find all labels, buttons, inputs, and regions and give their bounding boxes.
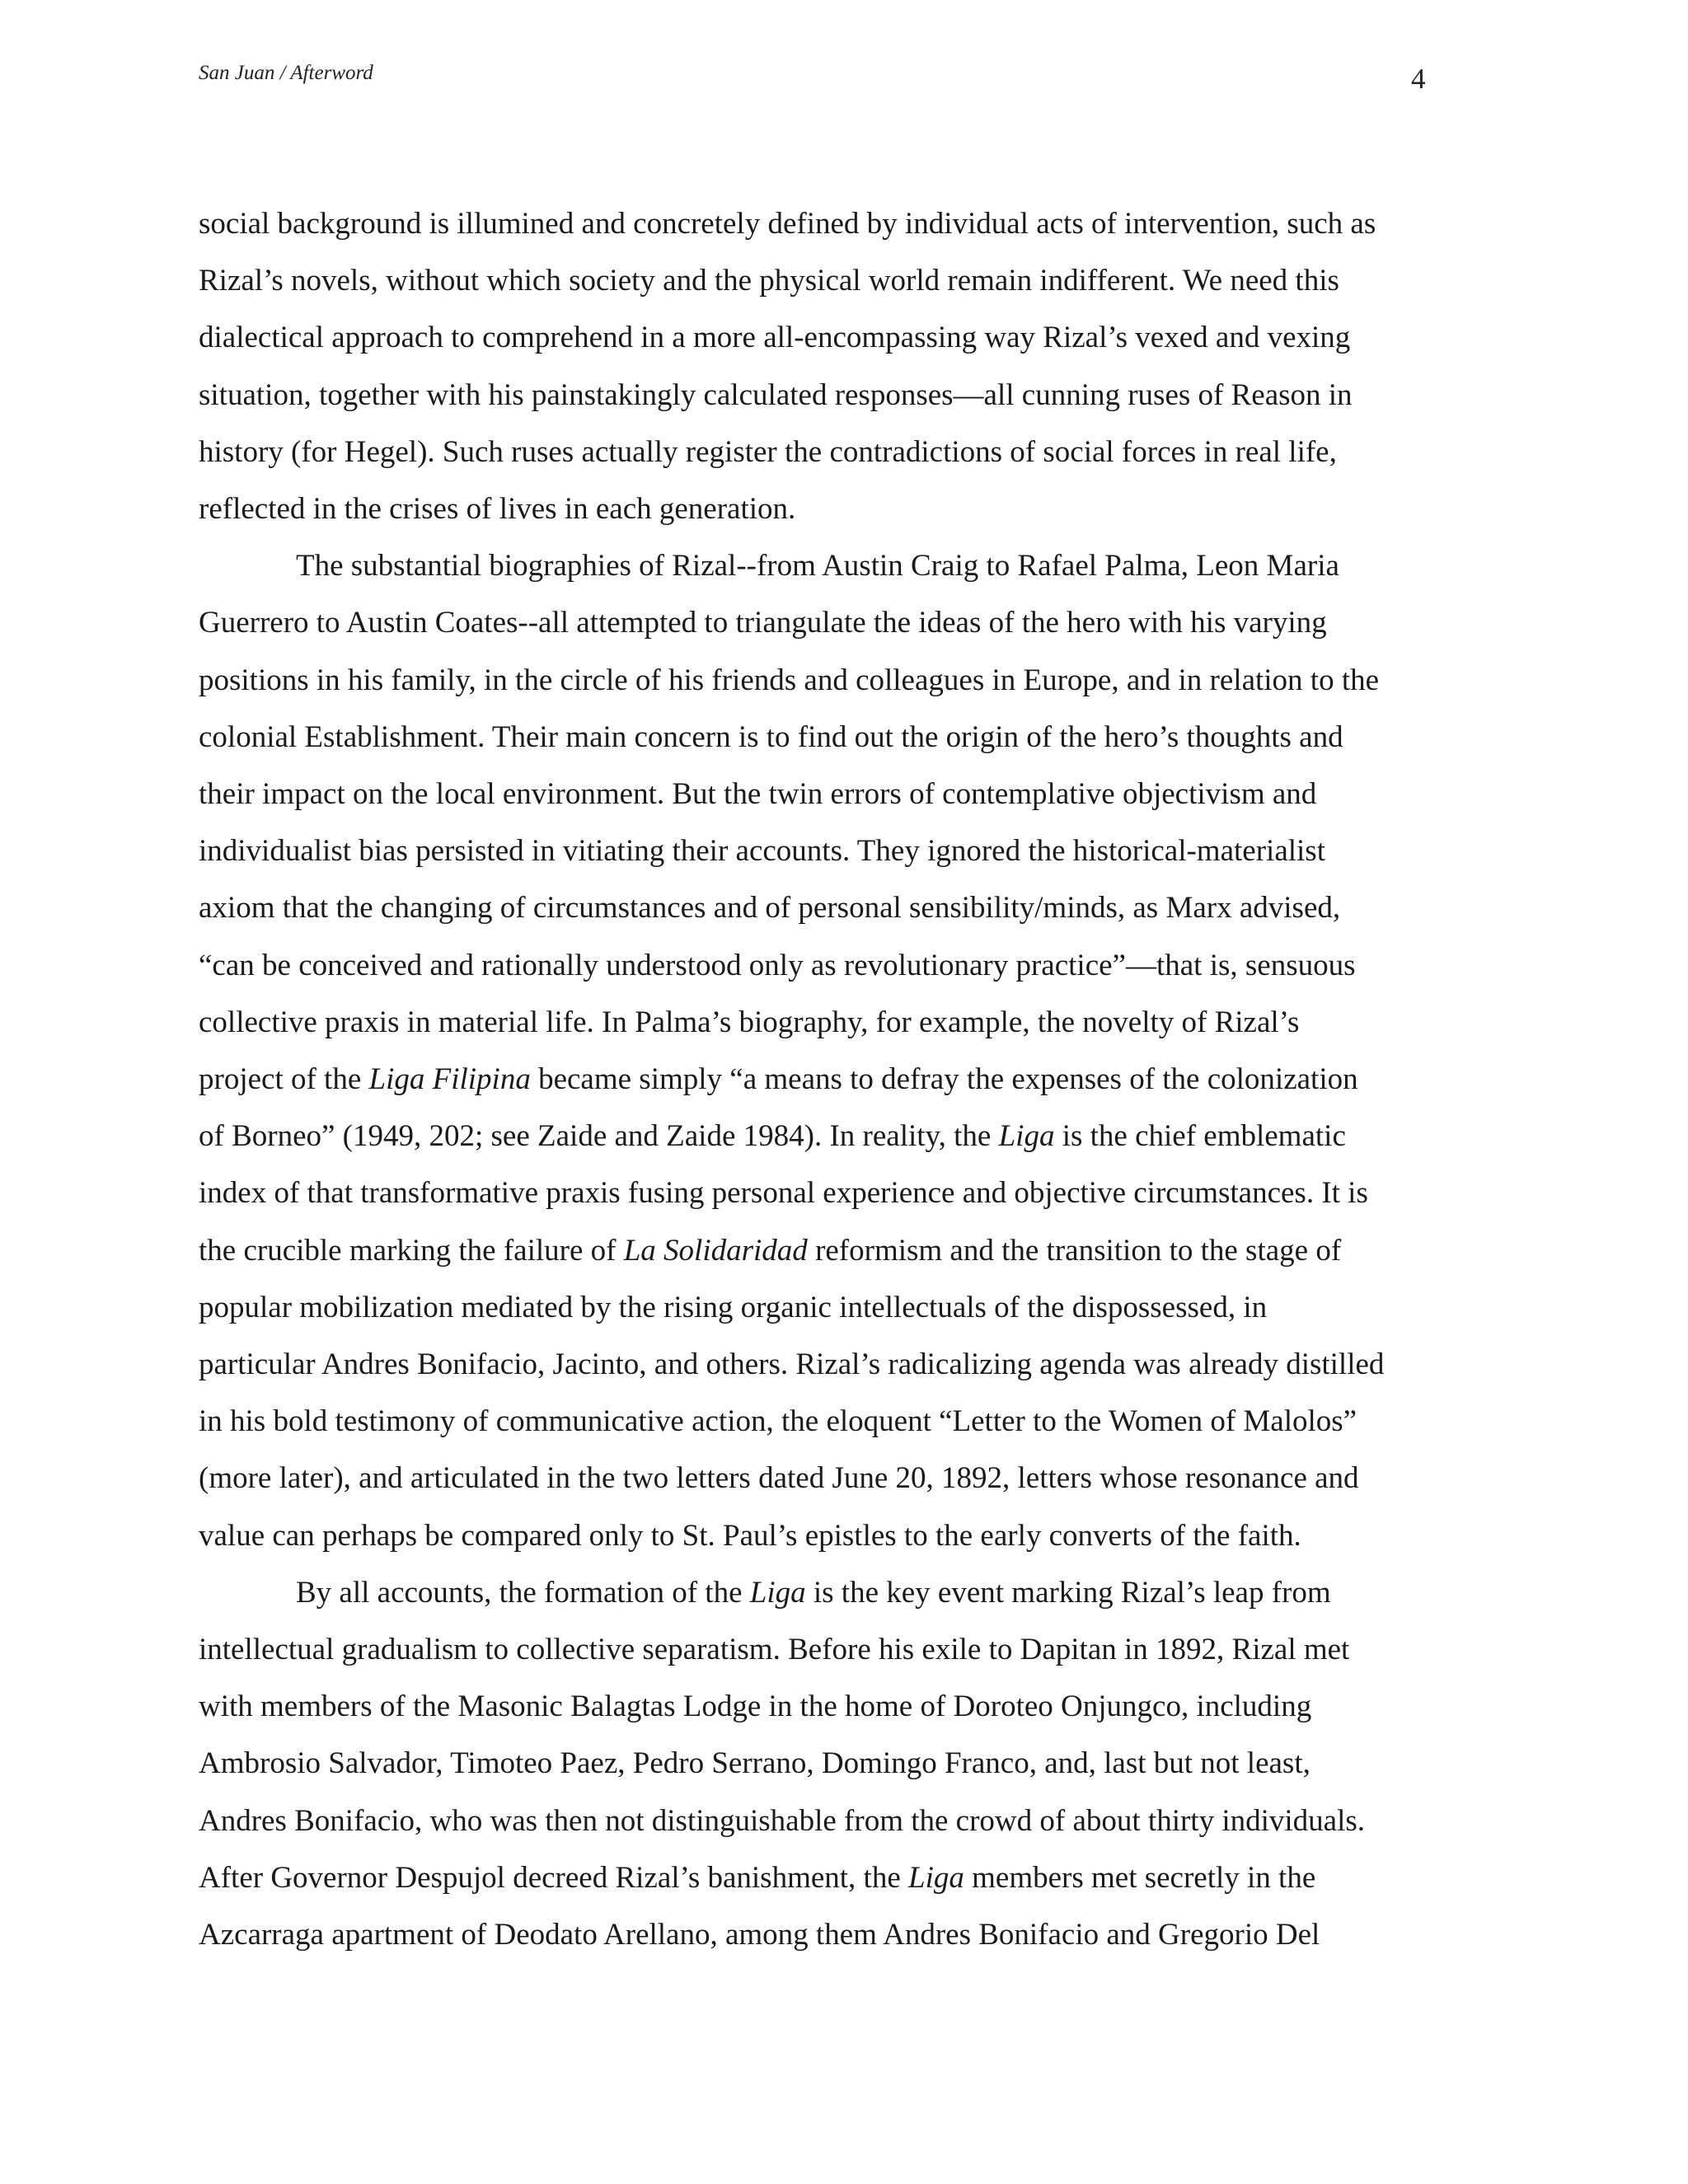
text-line bbox=[199, 1849, 1493, 1906]
text-line: colonial Establishment. Their main concern is to find out the origin of the hero’s thoughts and bbox=[199, 719, 1343, 754]
page-number: 4 bbox=[1411, 63, 1426, 95]
text-line: (more later), and articulated in the two letters dated June 20, 1892, letters whose resonance and bbox=[199, 1461, 1359, 1496]
text-line: social background is illumined and concretely defined by individual acts of intervention, such as bbox=[199, 207, 1376, 241]
body-text bbox=[199, 195, 1493, 1963]
text-line: individualist bias persisted in vitiating their accounts. They ignored the historical-materialist bbox=[199, 834, 1325, 869]
text-run: is the key event marking Rizal’s leap from bbox=[805, 1575, 1331, 1610]
text-line: in his bold testimony of communicative action, the eloquent “Letter to the Women of Malolos” bbox=[199, 1404, 1357, 1439]
text-line: Andres Bonifacio, who was then not distinguishable from the crowd of about thirty individuals. bbox=[199, 1803, 1366, 1838]
text-line: intellectual gradualism to collective separatism. Before his exile to Dapitan in 1892, Rizal met bbox=[199, 1633, 1350, 1667]
text-run: of Borneo” (1949, 202; see Zaide and Zaide 1984). In reality, the bbox=[199, 1119, 999, 1154]
text-line bbox=[199, 1108, 1493, 1165]
text-run: reformism and the transition to the stage of bbox=[807, 1233, 1342, 1268]
text-line: reflected in the crises of lives in each generation. bbox=[199, 492, 796, 527]
text-run: became simply “a means to defray the expenses of the colonization bbox=[530, 1062, 1358, 1097]
italic-title: Liga bbox=[908, 1860, 964, 1895]
text-line: “can be conceived and rationally understood only as revolutionary practice”—that is, sensuous bbox=[199, 948, 1356, 982]
text-run: members met secretly in the bbox=[964, 1860, 1316, 1895]
text-line: history (for Hegel). Such ruses actually register the contradictions of social forces in real life, bbox=[199, 434, 1337, 469]
text-line bbox=[199, 1564, 1493, 1621]
text-line bbox=[199, 1051, 1493, 1108]
italic-title: Liga bbox=[998, 1119, 1055, 1154]
text-line: The substantial biographies of Rizal--from Austin Craig to Rafael Palma, Leon Maria bbox=[296, 549, 1339, 583]
italic-title: La Solidaridad bbox=[623, 1233, 808, 1268]
text-line: particular Andres Bonifacio, Jacinto, and others. Rizal’s radicalizing agenda was already distilled bbox=[199, 1347, 1385, 1382]
text-run: After Governor Despujol decreed Rizal’s banishment, the bbox=[199, 1860, 909, 1895]
text-line: Ambrosio Salvador, Timoteo Paez, Pedro Serrano, Domingo Franco, and, last but not least, bbox=[199, 1746, 1311, 1781]
italic-title: Liga bbox=[749, 1575, 806, 1610]
text-line: Guerrero to Austin Coates--all attempted to triangulate the ideas of the hero with his varying bbox=[199, 606, 1327, 640]
text-line: Rizal’s novels, without which society and the physical world remain indifferent. We need this bbox=[199, 264, 1339, 298]
text-line: their impact on the local environment. But the twin errors of contemplative objectivism and bbox=[199, 777, 1317, 812]
paragraph-1 bbox=[199, 195, 1493, 537]
paragraph-3 bbox=[199, 1564, 1493, 1963]
text-run: By all accounts, the formation of the bbox=[296, 1575, 750, 1610]
text-line: index of that transformative praxis fusing personal experience and objective circumstances. It is bbox=[199, 1176, 1368, 1211]
text-run: the crucible marking the failure of bbox=[199, 1233, 624, 1268]
text-line: situation, together with his painstakingly calculated responses—all cunning ruses of Reason in bbox=[199, 377, 1353, 412]
text-line: value can perhaps be compared only to St. Paul’s epistles to the early converts of the faith. bbox=[199, 1518, 1301, 1553]
text-line: axiom that the changing of circumstances and of personal sensibility/minds, as Marx advised, bbox=[199, 891, 1341, 926]
text-line: with members of the Masonic Balagtas Lodge in the home of Doroteo Onjungco, including bbox=[199, 1690, 1312, 1724]
text-line: popular mobilization mediated by the rising organic intellectuals of the dispossessed, in bbox=[199, 1290, 1268, 1324]
text-run: project of the bbox=[199, 1062, 369, 1097]
running-header: San Juan / Afterword bbox=[199, 62, 373, 84]
text-run: is the chief emblematic bbox=[1054, 1119, 1346, 1154]
text-line bbox=[199, 1222, 1493, 1279]
paragraph-2 bbox=[199, 537, 1493, 1564]
text-line: Azcarraga apartment of Deodato Arellano, among them Andres Bonifacio and Gregorio Del bbox=[199, 1918, 1320, 1952]
text-line: positions in his family, in the circle of his friends and colleagues in Europe, and in relation to the bbox=[199, 663, 1380, 697]
text-line: dialectical approach to comprehend in a more all-encompassing way Rizal’s vexed and vexing bbox=[199, 321, 1351, 355]
italic-title: Liga Filipina bbox=[368, 1062, 531, 1097]
text-line: collective praxis in material life. In Palma’s biography, for example, the novelty of Rizal’s bbox=[199, 1005, 1300, 1039]
